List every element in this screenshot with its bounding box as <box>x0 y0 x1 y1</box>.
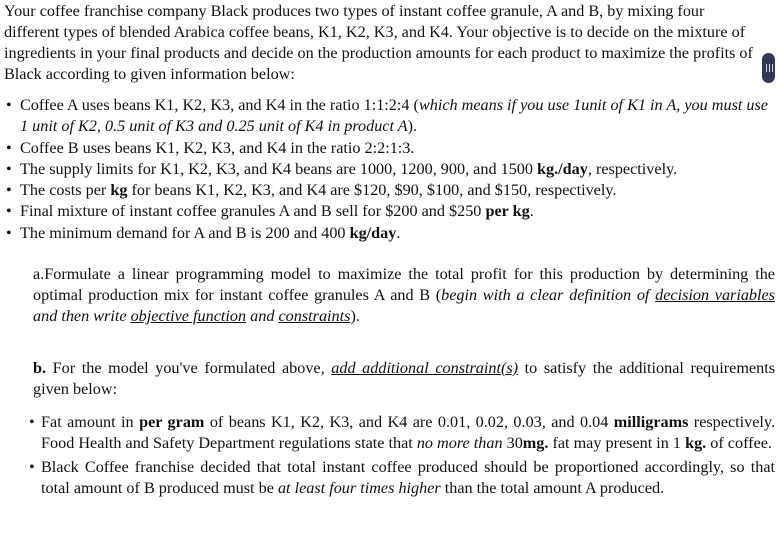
list-item: • The minimum demand for A and B is 200 and 400 kg/day. <box>4 223 776 244</box>
list-item: • Coffee A uses beans K1, K2, K3, and K4 in the ratio 1:1:2:4 (which means if you use 1unit of K1 in A, you must use 1 unit of K2, 0.5 unit of K3 and 0.25 unit of K4 in product A). <box>4 95 776 138</box>
list-item: • Fat amount in per gram of beans K1, K2, K3, and K4 are 0.01, 0.02, 0.03, and 0.04 milligrams respectively. Food Health and Safety Department regulations state that no more than 30mg. fat may present in 1 kg. of coffee. <box>27 412 775 455</box>
additional-requirements-list <box>27 412 775 501</box>
list-item: • The supply limits for K1, K2, K3, and K4 beans are 1000, 1200, 900, and 1500 kg./day, respectively. <box>4 159 776 180</box>
grip-icon <box>766 64 773 72</box>
scrollbar-thumb[interactable] <box>762 53 775 83</box>
list-item: • Black Coffee franchise decided that total instant coffee produced should be proportioned accordingly, so that total amount of B produced must be at least four times higher than the total amount A produced. <box>27 457 775 500</box>
ratio-explanation: which means if you use 1unit of K1 in A, you must use 1 unit of K2, 0.5 unit of K3 and 0.25 unit of K4 in product A <box>20 96 768 136</box>
given-information-list <box>4 95 776 244</box>
question-part-a: a.Formulate a linear programming model to maximize the total profit for this production by determining the optimal production mix for instant coffee granules A and B (begin with a clear definition of decision variables and then write objective function and constraints). <box>33 265 776 325</box>
list-item: • Coffee B uses beans K1, K2, K3, and K4 in the ratio 2:2:1:3. <box>4 138 776 159</box>
list-item: • Final mixture of instant coffee granules A and B sell for $200 and $250 per kg. <box>4 201 776 222</box>
question-part-b: b. For the model you've formulated above, add additional constraint(s) to satisfy the additional requirements given below: <box>33 359 775 398</box>
list-item: • The costs per kg for beans K1, K2, K3, and K4 are $120, $90, $100, and $150, respectively. <box>4 180 776 201</box>
problem-intro: Your coffee franchise company Black produces two types of instant coffee granule, A and B, by mixing four different types of blended Arabica coffee beans, K1, K2, K3, and K4. Your objective is to decide on the mixture of ingredients in your final products and decide on the production amounts for each product to maximize the profits of Black according to given information below: <box>4 2 753 83</box>
